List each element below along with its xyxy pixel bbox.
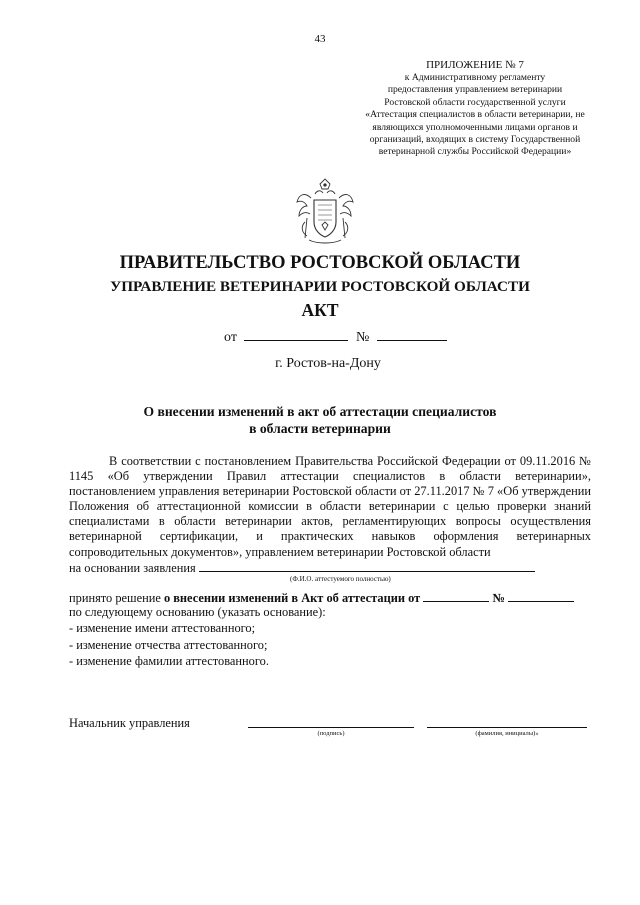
appendix-line: являющихся уполномоченными лицами органов и	[372, 121, 578, 133]
basis-line	[69, 560, 535, 576]
appendix-line: организаций, входящих в систему Государственной	[369, 134, 581, 146]
reasons-block	[69, 604, 326, 670]
name-caption: (фамилия, инициалы)»	[475, 730, 539, 737]
signature-caption: (подпись)	[317, 730, 345, 737]
body-paragraph: В соответствии с постановлением Правительства Российской Федерации от 09.11.2016 № 1145 «Об утверждении Правил аттестации специалистов в области ветеринарии», постановлением управления ветеринарии Ростовской области от 27.11.2017 № 7 «Об утверждении Положения об аттестационной комиссии в области ветеринарии с целью проверки знаний специалистами в области ветеринарии актов, регламентирующих вопросы осуществления ветеринарной сертификации, и практических навыков оформления ветеринарных сопроводительных документов», управлением ветеринарии Ростовской области	[69, 454, 591, 559]
appendix-line: «Аттестация специалистов в области ветеринарии, не	[365, 109, 585, 121]
appendix-line: предоставления управлением ветеринарии	[387, 84, 563, 96]
page-number: 43	[314, 33, 326, 45]
number-blank	[377, 329, 447, 341]
decision-bold: о внесении изменений в Акт об аттестации от	[163, 591, 421, 605]
appendix-line: Ростовской области государственной услуги	[384, 96, 566, 108]
appendix-line: ветеринарной службы Российской Федерации»	[378, 146, 572, 158]
city: г. Ростов-на-Дону	[275, 356, 381, 371]
basis-label: на основании заявления	[69, 561, 196, 575]
appendix-block	[330, 59, 620, 159]
appendix-title: ПРИЛОЖЕНИЕ № 7	[426, 59, 524, 71]
applicant-name-blank	[199, 560, 535, 572]
name-line	[427, 727, 587, 728]
document-type: АКТ	[301, 300, 339, 320]
appendix-line: к Административному регламенту	[404, 72, 546, 83]
department-name: УПРАВЛЕНИЕ ВЕТЕРИНАРИИ РОСТОВСКОЙ ОБЛАСТИ	[110, 278, 530, 295]
document-title-line: в области ветеринарии	[249, 421, 391, 436]
date-label: от	[224, 330, 237, 345]
signatory-title: Начальник управления	[69, 716, 190, 730]
reason-item: - изменение имени аттестованного;	[69, 621, 256, 636]
number-label: №	[355, 330, 370, 345]
document-title-line: О внесении изменений в акт об аттестации специалистов	[143, 404, 497, 419]
date-blank	[244, 329, 348, 341]
reason-intro: по следующему основанию (указать основание):	[69, 605, 326, 619]
reason-item: - изменение фамилии аттестованного.	[69, 654, 269, 669]
act-number-blank	[508, 590, 574, 602]
act-date-blank	[423, 590, 489, 602]
signature-line	[248, 727, 414, 728]
document-title	[0, 403, 640, 437]
decision-prefix: принято решение	[69, 591, 164, 605]
applicant-name-caption: (Ф.И.О. аттестуемого полностью)	[290, 575, 391, 583]
coat-of-arms-icon	[293, 178, 357, 248]
decision-number-sign: №	[492, 591, 505, 605]
date-number-line	[224, 329, 447, 346]
government-name: ПРАВИТЕЛЬСТВО РОСТОВСКОЙ ОБЛАСТИ	[119, 253, 521, 273]
reason-item: - изменение отчества аттестованного;	[69, 637, 268, 652]
